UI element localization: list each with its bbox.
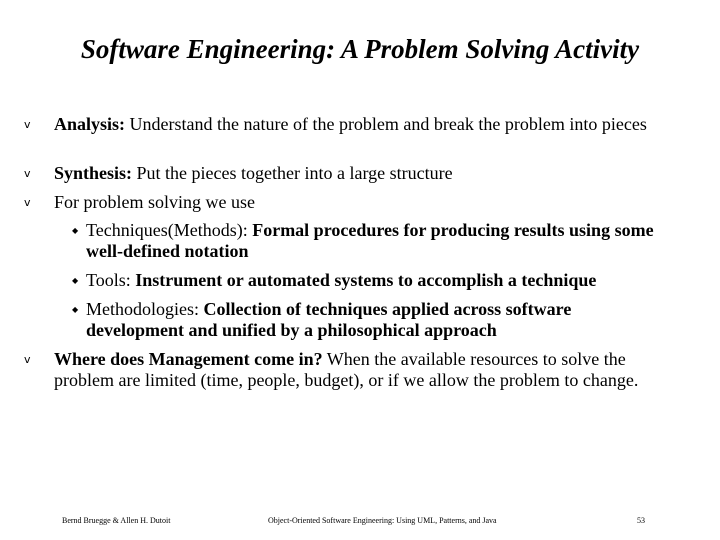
sub-bullet-diamond-icon: ◆ bbox=[72, 226, 79, 235]
bullet-text: When the available resources to solve the problem are limited (time, people, budget), or if we allow the problem to change. bbox=[54, 349, 639, 390]
bullet-bold: Where does Management come in? bbox=[54, 349, 323, 369]
bullet-bold: Synthesis: bbox=[54, 163, 133, 183]
bullet-marker-icon: v bbox=[24, 353, 31, 366]
sub-bullet-lead: Techniques(Methods): bbox=[86, 220, 253, 240]
footer-page-number: 53 bbox=[637, 516, 645, 525]
bullet-analysis bbox=[54, 114, 670, 135]
bullet-bold: Analysis: bbox=[54, 114, 126, 134]
sub-bullet-lead: Methodologies: bbox=[86, 299, 204, 319]
sub-bullet-techniques bbox=[86, 220, 666, 262]
bullet-synthesis bbox=[54, 163, 670, 184]
bullet-marker-icon: v bbox=[24, 167, 31, 180]
sub-bullet-methodologies bbox=[86, 299, 666, 341]
bullet-text: Put the pieces together into a large structure bbox=[132, 163, 453, 183]
bullet-text: Understand the nature of the problem and break the problem into pieces bbox=[125, 114, 647, 134]
sub-bullet-tools bbox=[86, 270, 666, 291]
sub-bullet-diamond-icon: ◆ bbox=[72, 276, 79, 285]
bullet-text: For problem solving we use bbox=[54, 192, 255, 212]
bullet-marker-icon: v bbox=[24, 118, 31, 131]
sub-bullet-lead: Tools: bbox=[86, 270, 136, 290]
sub-bullet-diamond-icon: ◆ bbox=[72, 305, 79, 314]
bullet-marker-icon: v bbox=[24, 196, 31, 209]
slide-title: Software Engineering: A Problem Solving Activity bbox=[80, 34, 640, 64]
bullet-management bbox=[54, 349, 670, 391]
bullet-problem-solving bbox=[54, 192, 670, 213]
sub-bullet-bold: Formal procedures for producing results using some well-defined notation bbox=[86, 220, 654, 261]
footer-authors: Bernd Bruegge & Allen H. Dutoit bbox=[62, 516, 171, 525]
footer-book-title: Object-Oriented Software Engineering: Using UML, Patterns, and Java bbox=[268, 516, 497, 525]
sub-bullet-bold: Collection of techniques applied across software development and unified by a philosophical approach bbox=[86, 299, 572, 340]
sub-bullet-bold: Instrument or automated systems to accomplish a technique bbox=[135, 270, 597, 290]
